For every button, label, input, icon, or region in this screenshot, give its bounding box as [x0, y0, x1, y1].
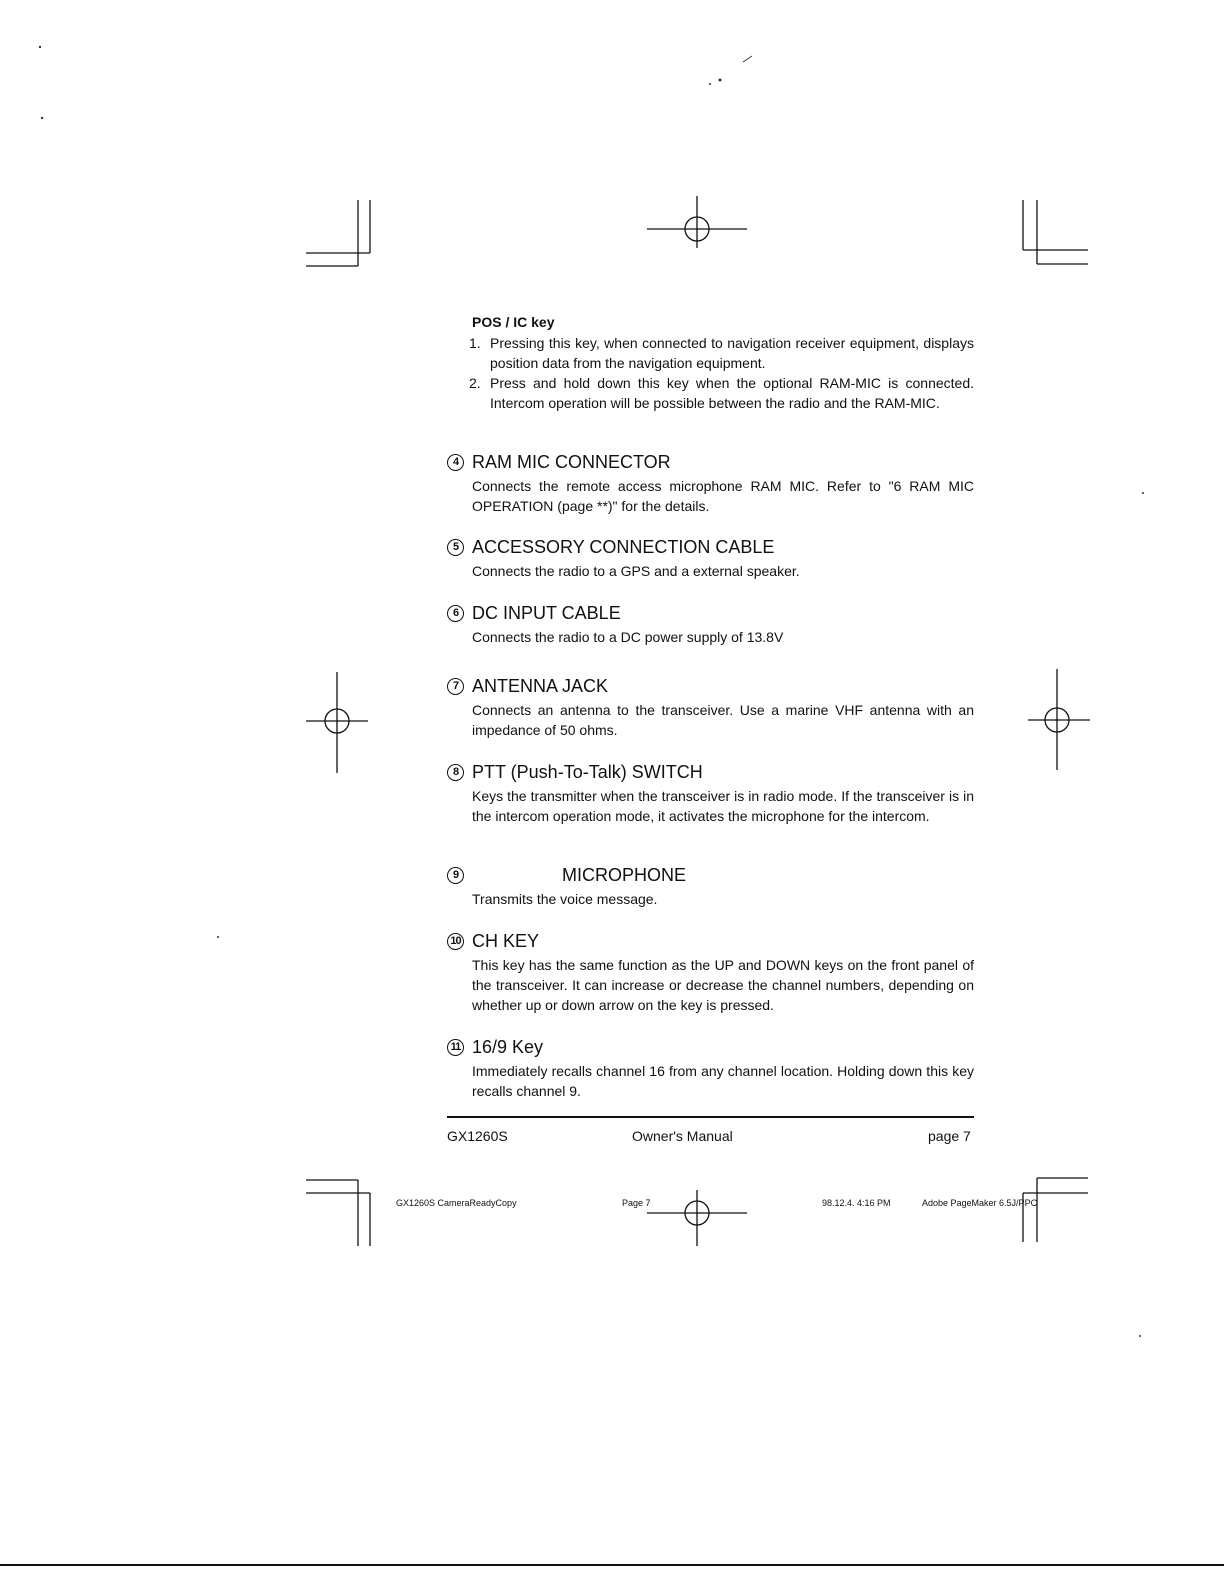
item-description: Connects the remote access microphone RAM MIC. Refer to "6 RAM MIC OPERATION (page **)" for the details.	[472, 478, 974, 514]
item-16-9-key	[450, 1036, 974, 1101]
list-number: 2.	[469, 375, 481, 391]
circled-number: 4	[447, 454, 464, 471]
item-title: ACCESSORY CONNECTION CABLE	[472, 537, 775, 557]
slug-file-name: GX1260S CameraReadyCopy	[396, 1198, 517, 1208]
item-description: Transmits the voice message.	[472, 891, 658, 907]
item-description: Immediately recalls channel 16 from any channel location. Holding down this key recalls channel 9.	[472, 1063, 974, 1099]
slug-application: Adobe PageMaker 6.5J/PPC	[922, 1198, 1038, 1208]
item-title: 16/9 Key	[472, 1037, 544, 1057]
list-number: 1.	[469, 335, 481, 351]
list-item	[469, 333, 974, 373]
footer-rule	[447, 1116, 974, 1118]
circled-number: 6	[447, 605, 464, 622]
footer-page-number: page 7	[928, 1128, 971, 1144]
circled-number: 9	[447, 867, 464, 884]
circled-number: 11	[447, 1039, 464, 1056]
footer-model: GX1260S	[447, 1128, 508, 1144]
item-dc-input-cable	[452, 602, 974, 647]
item-description: Keys the transmitter when the transceiver is in radio mode. If the transceiver is in the intercom operation mode, it activates the microphone for the intercom.	[472, 788, 974, 824]
page-content	[450, 313, 974, 1099]
circled-number: 5	[447, 539, 464, 556]
item-title: RAM MIC CONNECTOR	[472, 452, 671, 472]
pos-ic-key-heading: POS / IC key	[472, 314, 555, 330]
item-title: CH KEY	[472, 931, 540, 951]
list-text: Press and hold down this key when the optional RAM-MIC is connected. Intercom operation will be possible between the radio and the RAM-MIC.	[490, 375, 974, 411]
slug-page: Page 7	[622, 1198, 651, 1208]
item-accessory-connection-cable	[452, 536, 974, 581]
footer-manual-title: Owner's Manual	[632, 1128, 733, 1144]
item-description: Connects an antenna to the transceiver. Use a marine VHF antenna with an impedance of 50 ohms.	[472, 702, 974, 738]
item-microphone	[452, 864, 974, 909]
item-description: This key has the same function as the UP and DOWN keys on the front panel of the transceiver. It can increase or decrease the channel numbers, depending on whether up or down arrow on the key is pressed.	[472, 957, 974, 1013]
item-title: DC INPUT CABLE	[472, 603, 621, 623]
list-text: Pressing this key, when connected to navigation receiver equipment, displays position data from the navigation equipment.	[490, 335, 974, 371]
item-ptt-switch	[452, 761, 974, 826]
slug-date: 98.12.4. 4:16 PM	[822, 1198, 891, 1208]
pos-ic-key-list	[469, 333, 974, 413]
item-title: ANTENNA JACK	[472, 676, 609, 696]
circled-number: 10	[447, 933, 464, 950]
item-ram-mic-connector	[452, 451, 974, 516]
item-ch-key	[450, 930, 974, 1015]
list-item	[469, 373, 974, 413]
circled-number: 8	[447, 764, 464, 781]
item-description: Connects the radio to a DC power supply of 13.8V	[472, 629, 784, 645]
item-description: Connects the radio to a GPS and a external speaker.	[472, 563, 800, 579]
item-title: PTT (Push-To-Talk) SWITCH	[472, 762, 703, 782]
item-antenna-jack	[452, 675, 974, 740]
circled-number: 7	[447, 678, 464, 695]
item-title: MICROPHONE	[562, 865, 687, 885]
